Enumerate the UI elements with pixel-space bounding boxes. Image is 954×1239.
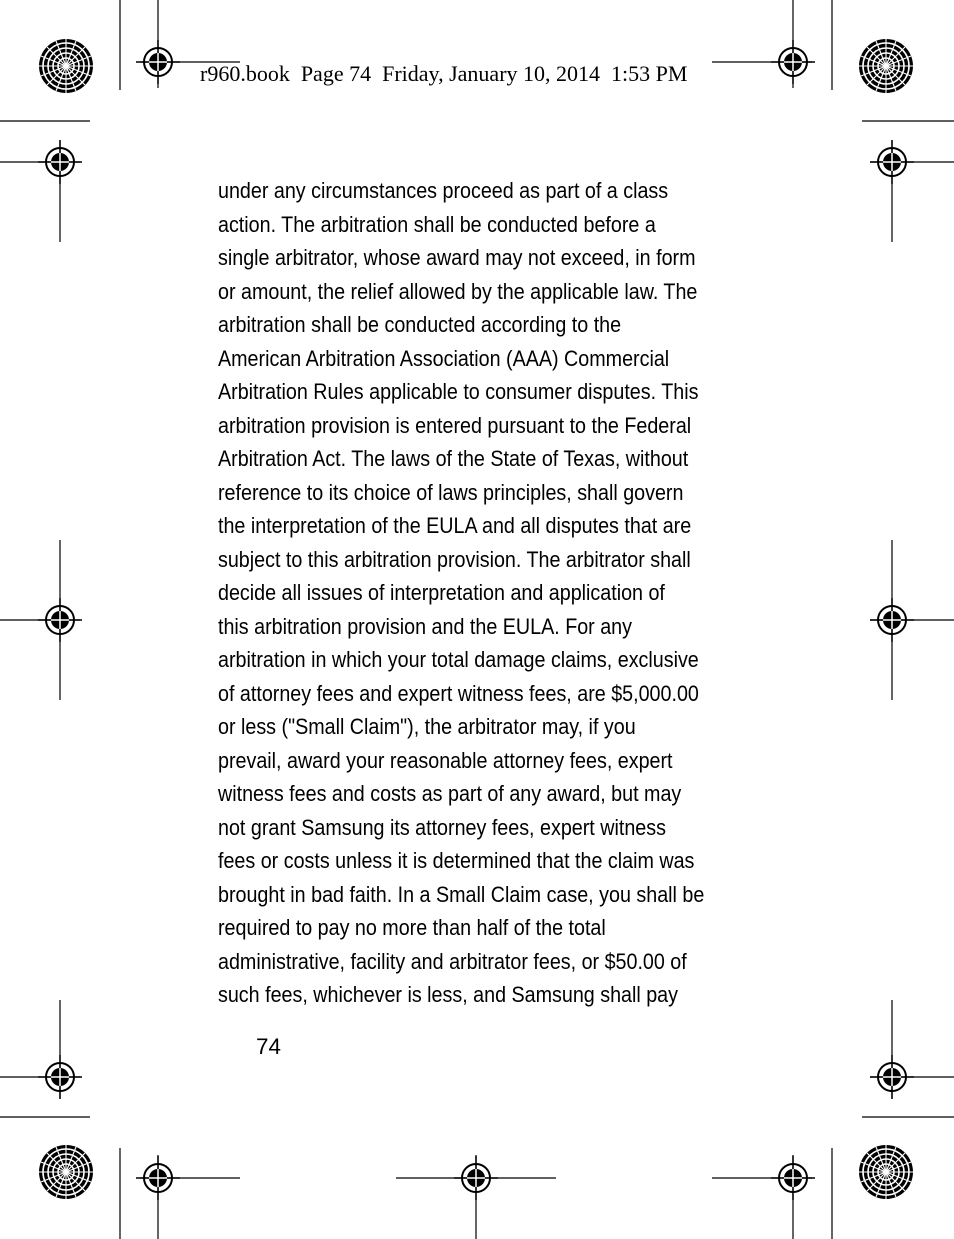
body-line: the interpretation of the EULA and all disputes that are xyxy=(218,513,692,538)
body-line: administrative, facility and arbitrator fees, or $50.00 of xyxy=(218,948,687,974)
body-line: brought in bad faith. In a Small Claim case, you shall be xyxy=(218,881,705,907)
body-line: single arbitrator, whose award may not exceed, in form xyxy=(218,245,696,270)
star-target-icon xyxy=(859,1145,913,1199)
body-line: fees or costs unless it is determined that the claim was xyxy=(218,848,695,873)
body-line: arbitration provision is entered pursuant to the Federal xyxy=(218,412,692,438)
book-slug-header: r960.book Page 74 Friday, January 10, 2014 1:53 PM xyxy=(200,61,688,86)
registration-mark-icon xyxy=(136,1156,180,1200)
body-paragraph xyxy=(218,174,711,1012)
body-line: arbitration shall be conducted according to the xyxy=(218,312,622,337)
page-number: 74 xyxy=(256,1034,281,1059)
body-line: or less ("Small Claim"), the arbitrator may, if you xyxy=(218,714,636,739)
body-line: such fees, whichever is less, and Samsung shall pay xyxy=(218,982,678,1007)
body-line: of attorney fees and expert witness fees, are $5,000.00 xyxy=(218,680,699,706)
star-target-icon xyxy=(39,39,93,93)
body-line: under any circumstances proceed as part of a class xyxy=(218,178,669,203)
body-line: reference to its choice of laws principles, shall govern xyxy=(218,479,684,505)
registration-mark-icon xyxy=(771,1156,815,1200)
registration-mark-icon xyxy=(870,1055,914,1099)
body-line: decide all issues of interpretation and application of xyxy=(218,580,665,605)
body-line: Arbitration Act. The laws of the State of Texas, without xyxy=(218,446,689,471)
body-line: Arbitration Rules applicable to consumer disputes. This xyxy=(218,379,699,404)
body-line: not grant Samsung its attorney fees, expert witness xyxy=(218,814,666,840)
registration-mark-icon xyxy=(38,140,82,184)
body-line: American Arbitration Association (AAA) Commercial xyxy=(218,345,670,371)
registration-mark-icon xyxy=(38,1055,82,1099)
registration-mark-icon xyxy=(870,598,914,642)
registration-mark-icon xyxy=(136,40,180,84)
body-line: required to pay no more than half of the total xyxy=(218,915,606,940)
body-line: this arbitration provision and the EULA. For any xyxy=(218,613,632,639)
body-line: prevail, award your reasonable attorney fees, expert xyxy=(218,747,673,773)
registration-mark-icon xyxy=(771,40,815,84)
registration-mark-icon xyxy=(38,598,82,642)
body-line: or amount, the relief allowed by the applicable law. The xyxy=(218,278,698,304)
body-line: witness fees and costs as part of any award, but may xyxy=(218,781,682,806)
registration-mark-icon xyxy=(870,140,914,184)
star-target-icon xyxy=(39,1145,93,1199)
registration-mark-icon xyxy=(454,1156,498,1200)
star-target-icon xyxy=(859,39,913,93)
body-line: action. The arbitration shall be conducted before a xyxy=(218,211,656,237)
body-line: arbitration in which your total damage claims, exclusive xyxy=(218,647,699,672)
body-line: subject to this arbitration provision. The arbitrator shall xyxy=(218,546,691,572)
